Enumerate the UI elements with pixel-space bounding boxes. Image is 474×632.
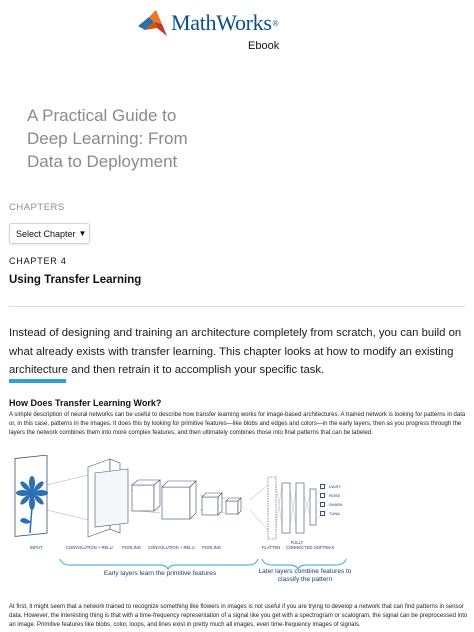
body-paragraph-2: At first, it might seem that a network trained to recognize something like flowers in images is not useful if you are trying to develop a network that can find patterns in sensor data. However, the interesting thing is that with a time-frequency representation of a signal like you get with a spectrogram or scalogram, the signal can be preprocessed into an image. Primitive features like blobs, color, loops, and lines exist in pretty much all images, even time-frequency images of signals.: [9, 604, 468, 628]
conv-block-2: [162, 481, 196, 519]
list-item: TUNA: [320, 509, 343, 518]
page-title: [27, 104, 327, 173]
class-output-list: [320, 482, 343, 518]
label-pool-1: POOLING: [122, 545, 142, 550]
early-layers-bracket: [60, 559, 258, 569]
caption-early-layers: Early layers learn the primitive features: [103, 570, 217, 577]
chapter-title: Using Transfer Learning: [9, 274, 142, 286]
caption-later-layers: Later layers combine features to classify the pattern: [258, 568, 352, 583]
brand-name: MathWorks: [171, 10, 272, 35]
list-item: DAISY: [320, 482, 343, 491]
label-flatten: FLATTEN: [262, 545, 281, 550]
title-line: A Practical Guide to: [27, 106, 177, 125]
membrane-logo-icon: [136, 8, 168, 38]
label-input: INPUT: [30, 545, 43, 550]
flatten-layer: [268, 477, 316, 539]
title-line: Data to Deployment: [27, 152, 178, 171]
registered-mark: ®: [272, 18, 279, 28]
label-conv-1: CONVOLUTION + RELU: [66, 545, 113, 550]
section-title: How Does Transfer Learning Work?: [9, 398, 162, 408]
header: [0, 0, 474, 60]
label-fully-connected: FULLY CONNECTED: [286, 540, 313, 550]
network-diagram-graphic: [10, 455, 370, 585]
chapters-label: CHAPTERS: [9, 202, 65, 213]
conv-block-1: [88, 459, 128, 537]
title-line: Deep Learning: From: [27, 129, 188, 148]
pool-block-2: [202, 493, 241, 515]
chevron-down-icon: ▼: [78, 229, 87, 238]
body-paragraph: A simple description of neural networks can be useful to describe how transfer learning works for image-based architectures. A trained network is looking for patterns in data or, in this case, patterns in the images. It does this by looking for primitive features—like blobs and edges and colors—in the early layers, then as you progress through the layers the network combines them into more complex features, and then ultimately combines those into final patterns that can be labeled.: [9, 412, 466, 436]
checkbox-icon: [320, 493, 325, 498]
transfer-learning-diagram: [10, 455, 370, 585]
label-pool-2: POOLING: [202, 545, 222, 550]
checkbox-icon: [320, 511, 325, 516]
divider: [9, 306, 465, 307]
intro-paragraph: Instead of designing and training an architecture completely from scratch, you can build on what already exists with transfer learning. This chapter looks at how to modify an existing architecture and then retrain it to accomplish your specific task.: [9, 327, 462, 376]
accent-bar: [9, 379, 66, 383]
ebook-label: Ebook: [248, 40, 280, 52]
select-chapter-dropdown[interactable]: [9, 223, 90, 244]
checkbox-icon: [320, 484, 325, 489]
list-item: ROSE: [320, 491, 343, 500]
label-conv-2: CONVOLUTION + RELU: [148, 545, 195, 550]
label-softmax: SOFTMAX: [314, 545, 335, 550]
checkbox-icon: [320, 502, 325, 507]
list-item: SHARK: [320, 500, 343, 509]
chapter-number: CHAPTER 4: [9, 256, 67, 266]
input-flower-image: [15, 455, 48, 536]
pool-block-1: [132, 480, 160, 511]
mathworks-logo[interactable]: [136, 8, 279, 38]
select-chapter-label: Select Chapter: [16, 228, 76, 239]
